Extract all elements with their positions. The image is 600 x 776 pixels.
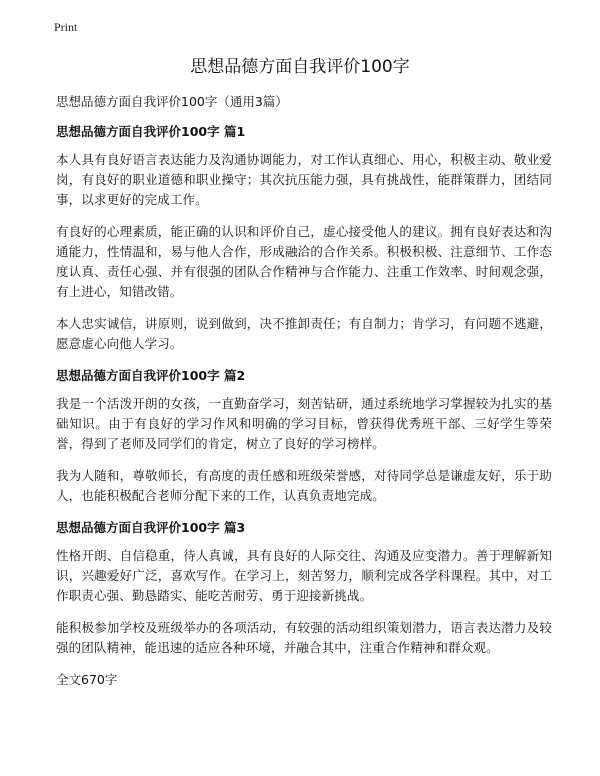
section-heading: 思想品德方面自我评价100字 篇2 xyxy=(56,368,246,383)
paragraph: 能积极参加学校及班级举办的各项活动，有较强的活动组织策划潜力，语言表达潜力及较强的团队精神，能迅速的适应各种环境，并融合其中，注重合作精神和群众观。 xyxy=(56,620,552,655)
section-3 xyxy=(56,518,552,658)
paragraph: 本人忠实诚信，讲原则，说到做到，决不推卸责任；有自制力；肯学习，有问题不逃避，愿意虚心向他人学习。 xyxy=(56,316,552,351)
section-2 xyxy=(56,366,552,506)
page-title: 思想品德方面自我评价100字 xyxy=(190,57,410,77)
paragraph: 有良好的心理素质，能正确的认识和评价自己，虚心接受他人的建议。拥有良好表达和沟通能力，性情温和，易与他人合作，形成融洽的合作关系。积极积极、注意细节、工作态度认真、责任心强、并有很强的团队合作精神与合作能力、注重工作效率、时间观念强，有上进心，知错改错。 xyxy=(56,224,552,299)
paragraph: 我为人随和，尊敬师长，有高度的责任感和班级荣誉感，对待同学总是谦虚友好，乐于助人，也能积极配合老师分配下来的工作，认真负责地完成。 xyxy=(56,468,552,503)
section-heading: 思想品德方面自我评价100字 篇1 xyxy=(56,124,246,139)
section-heading: 思想品德方面自我评价100字 篇3 xyxy=(56,520,246,535)
print-label[interactable]: Print xyxy=(54,20,78,34)
word-count: 全文670字 xyxy=(56,672,118,687)
paragraph: 我是一个活泼开朗的女孩，一直勤奋学习，刻苦钻研，通过系统地学习掌握较为扎实的基础知识。由于有良好的学习作风和明确的学习目标，曾获得优秀班干部、三好学生等荣誉，得到了老师及同学们的肯定，树立了良好的学习榜样。 xyxy=(56,396,552,451)
paragraph: 本人具有良好语言表达能力及沟通协调能力，对工作认真细心、用心，积极主动、敬业爱岗，有良好的职业道德和职业操守；其次抗压能力强，具有挑战性，能群策群力，团结同事，以求更好的完成工作。 xyxy=(56,152,552,207)
paragraph: 性格开朗、自信稳重，待人真诚，具有良好的人际交往、沟通及应变潜力。善于理解新知识，兴趣爱好广泛，喜欢写作。在学习上，刻苦努力，顺利完成各学科课程。其中，对工作职责心强、勤恳踏实、能吃苦耐劳、勇于迎接新挑战。 xyxy=(56,548,552,603)
section-1 xyxy=(56,122,552,354)
document-subtitle: 思想品德方面自我评价100字（通用3篇） xyxy=(56,94,288,109)
document-body xyxy=(56,92,552,690)
